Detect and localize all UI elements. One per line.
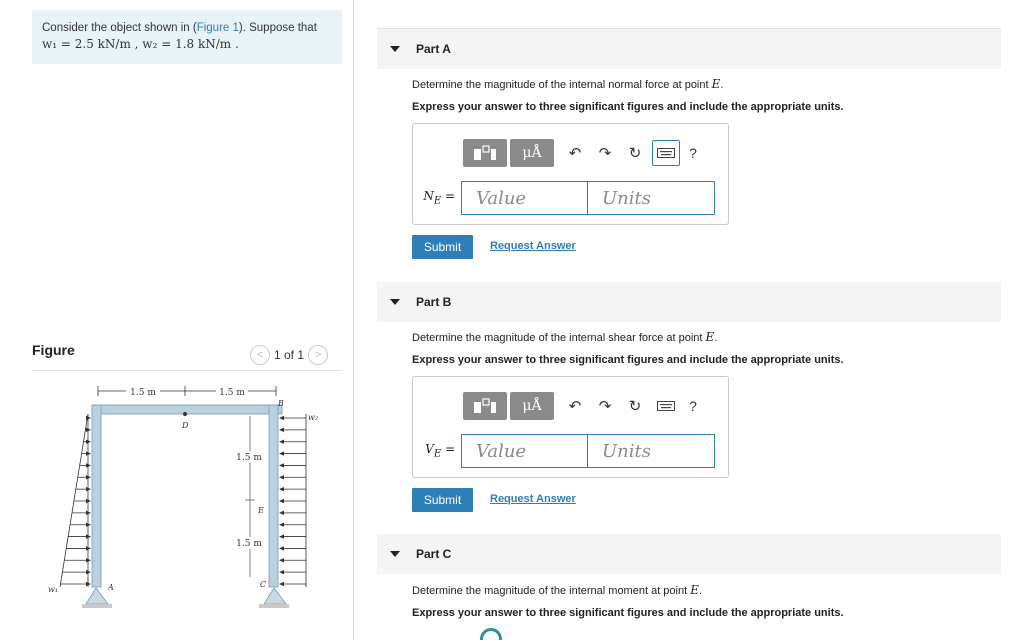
w2-arrowhead bbox=[279, 440, 284, 444]
templates-icon bbox=[472, 397, 498, 415]
part-c-instruction: Express your answer to three significant figures and include the appropriate units. bbox=[412, 607, 844, 619]
var-subscript: E bbox=[433, 448, 442, 460]
dim-label-upper: 1.5 m bbox=[236, 453, 262, 463]
undo-icon[interactable]: ↶ bbox=[568, 145, 582, 162]
part-c-header[interactable] bbox=[377, 534, 1001, 574]
units-symbol-button[interactable] bbox=[510, 392, 554, 420]
w2-arrowhead bbox=[279, 499, 284, 503]
part-b-submit-button[interactable]: Submit bbox=[412, 488, 473, 512]
w2-load-arrows bbox=[279, 416, 306, 586]
part-a-title: Part A bbox=[416, 42, 451, 56]
var-symbol: V bbox=[425, 442, 434, 457]
part-c-question-text: Determine the magnitude of the internal moment at point bbox=[412, 585, 691, 597]
var-subscript: E bbox=[433, 195, 442, 207]
w1-arrowhead bbox=[86, 428, 91, 432]
problem-text-before: Consider the object shown in ( bbox=[42, 22, 197, 34]
part-b-toolbar bbox=[463, 391, 706, 421]
templates-icon bbox=[472, 144, 498, 162]
part-a-point: E bbox=[711, 77, 721, 91]
w2-arrowhead bbox=[279, 428, 284, 432]
w2-arrowhead bbox=[279, 416, 284, 420]
part-c-question-end: . bbox=[698, 585, 703, 597]
redo-icon[interactable]: ↷ bbox=[598, 145, 612, 162]
part-a-question-text: Determine the magnitude of the internal normal force at point bbox=[412, 79, 712, 91]
w2-arrowhead bbox=[279, 582, 284, 586]
frame-structure bbox=[92, 405, 282, 587]
w1-arrowhead bbox=[86, 463, 91, 467]
var-symbol: N bbox=[423, 189, 434, 204]
next-figure-button[interactable]: > bbox=[308, 345, 328, 365]
redo-icon[interactable]: ↷ bbox=[598, 398, 612, 415]
w2-arrowhead bbox=[279, 463, 284, 467]
units-symbol-button[interactable] bbox=[510, 139, 554, 167]
templates-button[interactable] bbox=[463, 392, 507, 420]
part-b-header[interactable] bbox=[377, 282, 1001, 322]
w1-arrowhead bbox=[86, 523, 91, 527]
part-b-answer-box bbox=[412, 376, 729, 478]
frame-diagram bbox=[30, 372, 350, 612]
point-c-label: C bbox=[260, 580, 267, 589]
support-c bbox=[259, 588, 289, 608]
collapse-arrow-icon bbox=[390, 46, 400, 52]
part-a-answer-box bbox=[412, 123, 729, 225]
part-c-toolbar-icon bbox=[480, 628, 502, 640]
w2-arrowhead bbox=[279, 451, 284, 455]
reset-icon[interactable]: ↻ bbox=[628, 145, 642, 162]
figure-rule bbox=[32, 370, 342, 371]
mu-angstrom-label: μÅ bbox=[522, 145, 542, 161]
w1-load-arrows bbox=[60, 416, 91, 586]
reset-icon[interactable]: ↻ bbox=[628, 398, 642, 415]
point-d-marker bbox=[183, 412, 187, 416]
w1-arrowhead bbox=[86, 570, 91, 574]
problem-statement bbox=[32, 10, 342, 64]
part-a-units-input[interactable]: Units bbox=[588, 181, 715, 215]
keyboard-button[interactable] bbox=[652, 140, 680, 166]
w2-arrowhead bbox=[279, 570, 284, 574]
part-b-question bbox=[412, 330, 717, 344]
part-a-request-answer-link[interactable]: Request Answer bbox=[490, 240, 576, 252]
help-button[interactable]: ? bbox=[689, 398, 697, 414]
dim-label-left: 1.5 m bbox=[130, 388, 156, 398]
w1-label: w₁ bbox=[48, 585, 59, 594]
w1-arrowhead bbox=[86, 546, 91, 550]
collapse-arrow-icon bbox=[390, 551, 400, 557]
part-b-input-row bbox=[423, 434, 715, 468]
w2-arrowhead bbox=[279, 511, 284, 515]
part-c-title: Part C bbox=[416, 547, 452, 561]
figure-pager bbox=[250, 345, 328, 365]
part-b-question-end: . bbox=[714, 332, 718, 344]
w2-arrowhead bbox=[279, 558, 284, 562]
pager-text: 1 of 1 bbox=[274, 348, 305, 362]
w1-arrowhead bbox=[86, 499, 91, 503]
part-c-question bbox=[412, 583, 702, 597]
w1-arrowhead bbox=[86, 487, 91, 491]
w2-arrowhead bbox=[279, 475, 284, 479]
part-a-variable-label: $N_E$ = bbox=[423, 189, 455, 207]
column-divider bbox=[353, 0, 354, 640]
dim-label-right: 1.5 m bbox=[219, 388, 245, 398]
part-a-submit-button[interactable]: Submit bbox=[412, 235, 473, 259]
point-d-label: D bbox=[182, 421, 189, 430]
w1-arrowhead bbox=[86, 440, 91, 444]
part-b-variable-label: $V_E$ = bbox=[425, 442, 455, 460]
figure-heading: Figure bbox=[32, 342, 75, 358]
mu-angstrom-label: μÅ bbox=[522, 398, 542, 414]
dim-label-lower: 1.5 m bbox=[236, 539, 262, 549]
w1-arrowhead bbox=[86, 534, 91, 538]
w2-label: w₂ bbox=[308, 413, 319, 422]
part-a-header[interactable] bbox=[377, 29, 1001, 69]
collapse-arrow-icon bbox=[390, 299, 400, 305]
point-a-label: A bbox=[108, 583, 114, 592]
part-a-toolbar bbox=[463, 138, 706, 168]
w1-arrowhead bbox=[86, 416, 91, 420]
part-b-point: E bbox=[705, 330, 715, 344]
part-a-value-input[interactable]: Value bbox=[461, 181, 588, 215]
w2-arrowhead bbox=[279, 523, 284, 527]
part-a-input-row bbox=[423, 181, 715, 215]
templates-button[interactable] bbox=[463, 139, 507, 167]
part-b-units-input[interactable]: Units bbox=[588, 434, 715, 468]
w1-arrowhead bbox=[86, 475, 91, 479]
w1-arrowhead bbox=[86, 451, 91, 455]
part-b-value-input[interactable]: Value bbox=[461, 434, 588, 468]
help-button[interactable]: ? bbox=[689, 145, 697, 161]
keyboard-button[interactable] bbox=[652, 393, 680, 419]
undo-icon[interactable]: ↶ bbox=[568, 398, 582, 415]
part-b-question-text: Determine the magnitude of the internal shear force at point bbox=[412, 332, 706, 344]
part-b-title: Part B bbox=[416, 295, 452, 309]
point-b-label: B bbox=[278, 399, 284, 408]
part-b-request-answer-link[interactable]: Request Answer bbox=[490, 493, 576, 505]
problem-values: w₁ = 2.5 kN/m , w₂ = 1.8 kN/m . bbox=[42, 37, 239, 51]
keyboard-icon bbox=[657, 401, 675, 411]
figure-link[interactable]: Figure 1 bbox=[196, 22, 239, 34]
part-a-question bbox=[412, 77, 723, 91]
problem-text-after: ). Suppose that bbox=[238, 22, 317, 34]
w2-arrowhead bbox=[279, 534, 284, 538]
w2-arrowhead bbox=[279, 487, 284, 491]
w1-arrowhead bbox=[86, 511, 91, 515]
w2-arrowhead bbox=[279, 546, 284, 550]
part-b-instruction: Express your answer to three significant figures and include the appropriate units. bbox=[412, 354, 844, 366]
w1-distributed-load bbox=[60, 414, 88, 587]
point-e-label: E bbox=[258, 506, 264, 515]
prev-figure-button[interactable]: < bbox=[250, 345, 270, 365]
w1-arrowhead bbox=[86, 558, 91, 562]
keyboard-icon bbox=[657, 148, 675, 158]
part-a-instruction: Express your answer to three significant figures and include the appropriate units. bbox=[412, 101, 844, 113]
w1-arrowhead bbox=[86, 582, 91, 586]
part-c-point: E bbox=[690, 583, 699, 597]
part-a-question-end: . bbox=[720, 79, 724, 91]
